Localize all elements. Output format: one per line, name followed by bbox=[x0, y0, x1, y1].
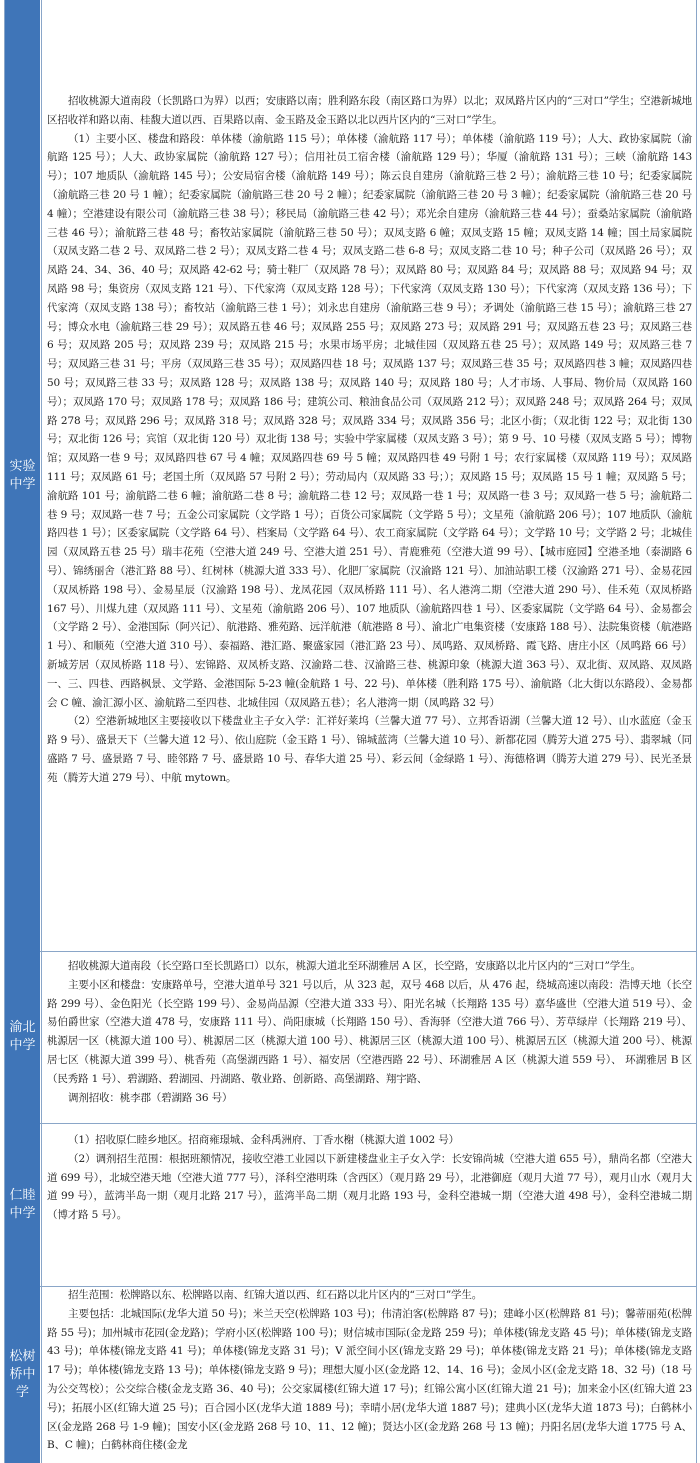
zone-paragraph: 招生范围：松牌路以东、松牌路以南、红锦大道以西、红石路以北片区内的“三对口”学生。 bbox=[68, 1289, 483, 1301]
school-label bbox=[5, 0, 40, 951]
table-row-songshuqiao bbox=[5, 1286, 697, 1463]
zone-paragraph: （2）空港新城地区主要接收以下楼盘业主子女入学：汇祥好莱坞（兰馨大道 77 号）、立邦香语湖（兰馨大道 12 号）、山水蓝庭（金玉路 9 号）、盛景天下（兰馨大道 12 号）、依山庭院（金玉路 1 号）、锦城蓝湾（兰馨大道 10 号）、新都花园（腾芳大道 275 号）、翡翠城（同盛路 7 号、盛景路 7 号、睦邻路 7 号、盛景路 10 号、春华大道 25 号）、彩云间（金绿路 1 号）、海德格调（腾芳大道 279 号）、民光圣景苑（腾芳大道 279 号）、中航 mytown。 bbox=[47, 715, 692, 784]
table-row-yubei bbox=[5, 951, 697, 1124]
school-label bbox=[5, 1286, 40, 1463]
school-label bbox=[5, 1123, 40, 1286]
zone-paragraph: 主要包括：北城国际(龙华大道 50 号)；米兰天空(松牌路 103 号)；伟清泊客(松牌路 87 号)；建峰小区(松牌路 81 号)；馨蒂丽苑(松牌路 55 号)；加州城市花园(金龙路)；学府小区(松牌路 100 号)；财信城市国际(金龙路 259 号)；单体楼(锦龙支路 45 号)；单体楼(锦龙支路 43 号)；单体楼(锦龙支路 41 号)；单体楼(锦龙支路 31 号)；V 派空间小区(锦龙支路 29 号)；单体楼(锦龙支路 21 号)；单体楼(锦龙支路 17 号)；单体楼(锦龙支路 13 号)；单体楼(锦龙支路 9 号)；理想大厦小区(金龙路 12、14、16 号)；金凤小区(金龙支路 18、32 号)（18 号为公交驾校）；公交综合楼(金龙支路 36、40 号)；公交家属楼(红锦大道 17 号)；红锦公寓小区(红锦大道 21 号)；加来金小区(红锦大道 23 号)；拓展小区(红锦大道 25 号)；百合园小区(龙华大道 1889 号)；幸晴小居(龙华大道 1887 号)；建典小区(龙华大道 1873 号)；白鹤林小区(金龙路 268 号 1-9 幢)；国安小区(金龙路 268 号 10、11、12 幢)；贤达小区(金龙路 268 号 13 幢)；丹阳名居(龙华大道 1775 号 A、B、C 幢)；白鹤林商住楼(金龙 bbox=[47, 1307, 692, 1452]
school-label-text: 松树桥中学 bbox=[9, 1348, 36, 1400]
table-row-renmu bbox=[5, 1123, 697, 1287]
school-label bbox=[5, 951, 40, 1123]
school-zone-content bbox=[41, 1286, 697, 1463]
school-label-text: 实验中学 bbox=[9, 458, 36, 492]
zone-paragraph: 主要小区和楼盘：安康路单号，空港大道单号 321 号以后，从 323 起，双号 468 以后，从 476 起，绕城高速以南段：浩博天地（长空路 299 号）、金色阳光（长空路 199 号）、金易尚品源（空港大道 333 号）、阳光名城（长翔路 135 号）嘉华盛世（空港大道 519 号）、金易伯爵世家（空港大道 478 号，安康路 111 号）、尚阳康城（长翔路 150 号）、香海驿（空港大道 766 号）、芳草绿岸（长翔路 219 号）、桃源居一区（桃源大道 100 号）、桃源居二区（桃源大道 100 号）、桃源居三区（桃源大道 100 号）、桃源居五区（桃源大道 200 号）、桃源居七区（桃源大道 399 号）、桃香苑（高堡湖西路 1 号）、福安居（空港西路 22 号）、环湖雅居 A 区（桃源大道 559 号）、 环湖雅居 B 区（民秀路 1 号）、碧湖路、碧湖园、丹湖路、敬业路、创新路、高堡湖路、翔宇路、 bbox=[47, 978, 692, 1085]
school-label-text: 渝北中学 bbox=[9, 1020, 36, 1053]
zone-paragraph: 调剂招收：桃李郡（碧湖路 36 号） bbox=[68, 1091, 233, 1104]
school-zone-content bbox=[41, 0, 697, 951]
school-zone-content bbox=[41, 1123, 697, 1286]
table-row-shiyan bbox=[5, 0, 697, 952]
zone-paragraph: （1）主要小区、楼盘和路段：单体楼（渝航路 115 号）；单体楼（渝航路 117 号）；单体楼（渝航路 119 号）；人大、政协家属院（渝航路 125 号）；人大、政协家属院（渝航路 127 号）；信用社员工宿舍楼（渝航路 129 号）；华厦（渝航路 131 号）；三峡（渝航路 143 号）；107 地质队（渝航路 145 号）；公安局宿舍楼（渝航路 149 号）；陈云良自建房（渝航路三巷 2 号）；渝航路三巷 10 号；纪委家属院（渝航路三巷 20 号 1 幢）；纪委家属院（渝航路三巷 20 号 2 幢）；纪委家属院（渝航路三巷 20 号 3 幢）；纪委家属院（渝航路三巷 20 号 4 幢）；空港建设有限公司（渝航路三巷 38 号）；移民局（渝航路三巷 42 号）；邓光余自建房（渝航路三巷 44 号）；蚕桑站家属院（渝航路三巷 46 号）；渝航路三巷 48 号；畜牧站家属院（渝航路三巷 50 号）；双凤支路 6 幢；双凤支路 15 幢；双凤支路 14 幢；国土局家属院（双凤支路二巷 2 号、双凤路二巷 2 号）；双凤支路二巷 4 号；双凤支路二巷 6-8 号；双凤支路二巷 10 号；种子公司（双凤路 26 号）；双凤路 24、34、36、40 号；双凤路 42-62 号；骑士鞋厂（双凤路 78 号）；双凤路 80 号；双凤路 84 号；双凤路 88 号；双凤路 94 号；双凤路 98 号；集资房（双凤支路 121 号）、下代家湾（双凤支路 128 号）；下代家湾（双凤支路 130 号）；下代家湾（双凤支路 136 号）；下代家湾（双凤支路 138 号）；畜牧站（渝航路三巷 1 号）；刘永忠自建房（渝航路三巷 9 号）；矛调处（渝航路三巷 15 号）；渝航路三巷 27 号；博众水电（渝航路三巷 29 号）；双凤路五巷 46 号；双凤路 255 号；双凤路 273 号；双凤路 291 号；双凤路五巷 23 号；双凤路三巷 6 号；双凤路 205 号；双凤路 239 号；双凤路 215 号；水果市场平房；北城佳园（双凤路五巷 25 号）；双凤路 149 号；双凤路三巷 7 号；双凤路三巷 31 号；平房（双凤路三巷 35 号）；双凤路四巷 18 号；双凤路 137 号；双凤路三巷 35 号；双凤路四巷 3 幢；双凤路四巷 50 号；双凤路三巷 33 号；双凤路 128 号；双凤路 138 号；双凤路 140 号；双凤路 180 号；人才市场、人事局、物价局（双凤路 160 号）；双凤路 170 号；双凤路 178 号；双凤路 186 号；建筑公司、粮油食品公司（双凤路 212 号）；双凤路 248 号；双凤路 264 号；双凤路 278 号；双凤路 296 号；双凤路 318 号；双凤路 328 号；双凤路 334 号；双凤路 356 号；北区小街；（双北街 122 号；双北街 130 号；双北街 126 号；宾馆（双北街 120 号）双北街 138 号；实验中学家属楼（双凤支路 3 号）；第 9 号、10 号楼（双凤支路 5 号）；博物馆；双凤路一巷 9 号；双凤路四巷 67 号 4 幢；双凤路四巷 69 号 5 幢；双凤路四巷 49 号附 1 号；农行家属楼（双凤路 119 号）；双凤路 111 号；双凤路 61 号；老国土所（双凤路 57 号附 2 号）；劳动局内（双凤路 33 号；）；双凤路 15 号；双凤路 15 号 1 幢；双凤路 5 号；渝航路 101 号；渝航路二巷 6 幢；渝航路二巷 8 号；渝航路二巷 12 号；双凤路一巷 1 号；双凤路一巷 3 号；双凤路一巷 5 号；渝航路二巷 9 号；双凤路一巷 7 号；五金公司家属院（文学路 1 号）；百货公司家属院（文学路 5 号）；文星苑（渝航路 206 号）；107 地质队（渝航路四巷 1 号）；区委家属院（文学路 64 号）、档案局（文学路 64 号）、农工商家属院（文学路 64 号）；文学路 10 号；文学路 2 号；北城佳园（双凤路五巷 25 号）瑞丰花苑（空港大道 249 号、空港大道 251 号）、青鹿雅苑（空港大道 99 号）、【城市庭园】空港圣地（泰湖路 6 号）、锦绣丽舍（港汇路 88 号）、红树林（桃源大道 333 号）、化肥厂家属院（汉渝路 121 号）、加油站职工楼（汉渝路 271 号）、金易花园（双凤桥路 198 号）、金易星辰（汉渝路 198 号）、龙凤花园（双凤桥路 111 号）、名人港湾二期（空港大道 290 号）、佳禾苑（双凤桥路 167 号）、川煤九建（双凤路 111 号）、文星苑（渝航路 206 号）、107 地质队（渝航路四巷 1 号）、区委家属院（文学路 64 号）、金易都会（文学路 2 号）、金港国际（阿兴记）、航港路、雅苑路、远洋航港（航港路 8 号）、渝北广电集资楼（安康路 188 号）、法院集资楼（航港路 1 号）、和顺苑（空港大道 310 号）、泰福路、港汇路、聚盛家园（港汇路 23 号）、凤鸣路、双凤桥路、霞飞路、唐庄小区（凤鸣路 66 号）新城芳居（双凤桥路 118 号）、宏锦路、双凤桥支路、汉渝路二巷、汉渝路三巷、桃源印象（桃源大道 363 号）、双北街、双凤路、双凤路一、三、四巷、西路枫景、文学路、金港国际 5-23 幢(金航路 1 号、22 号)、单体楼（胜利路 175 号）、渝航路（北大街以东路段）、金易都会 C 幢、渝汇源小区、渝航路二至四巷、北城佳园（双凤路五巷）；名人港湾一期（凤鸣路 32 号） bbox=[47, 132, 692, 709]
school-label-text: 仁睦中学 bbox=[9, 1187, 36, 1221]
zone-paragraph: （1）招收原仁睦乡地区。招商雍璟城、金科禹洲府、丁香水榭（桃源大道 1002 号） bbox=[68, 1134, 459, 1146]
school-zone-table bbox=[4, 0, 697, 1463]
zone-paragraph: （2）调剂招生范围：根据班额情况，接收空港工业园以下新建楼盘业主子女入学：长安锦尚城（空港大道 655 号），鼎尚名都（空港大道 699 号），北城空港天地（空港大道 777 号），泽科空港明珠（含西区）（观月路 29 号），北港御庭（观月大道 77 号），观月山水（观月大道 99 号），蓝湾半岛一期（观月北路 217 号），蓝湾半岛二期（观月北路 193 号，金科空港城一期（空港大道 498 号），金科空港城二期（博才路 5 号）。 bbox=[47, 1152, 692, 1222]
zone-paragraph: 招收桃源大道南段（长空路口至长凯路口）以东，桃源大道北至环湖雅居 A 区，长空路，安康路以北片区内的“三对口”学生。 bbox=[68, 960, 641, 972]
zone-paragraph: 招收桃源大道南段（长凯路口为界）以西；安康路以南；胜利路东段（南区路口为界）以北；双凤路片区内的“三对口”学生；空港新城地区招收祥和路以南、桂馥大道以西、百果路以南、金玉路及金玉路以北以西片区内的“三对口”学生。 bbox=[47, 95, 692, 126]
school-zone-content bbox=[41, 951, 697, 1123]
